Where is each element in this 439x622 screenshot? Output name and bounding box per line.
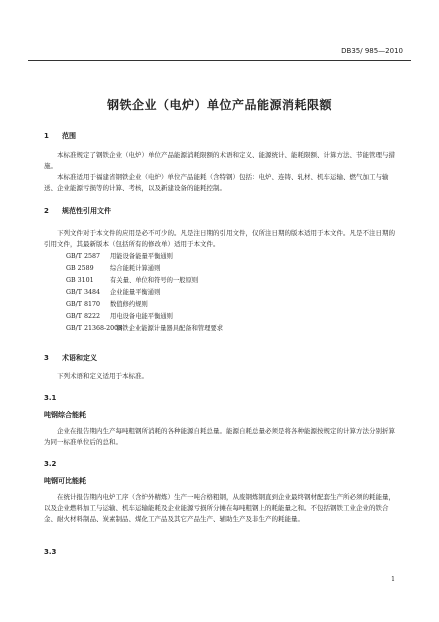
paragraph-text: 下列术语和定义适用于本标准。 [57, 372, 148, 380]
reference-item: GB 2589 综合能耗计算通则 [66, 265, 161, 272]
reference-item: GB 3101 有关量、单位和符号的一般原则 [66, 277, 199, 284]
section-3-intro [44, 371, 398, 382]
clause-3-2-definition [44, 492, 398, 525]
section-title: 规范性引用文件 [62, 207, 111, 215]
clause-3-2-term: 吨钢可比能耗 [44, 477, 86, 485]
section-2-heading [44, 206, 111, 216]
header-rule [28, 60, 411, 61]
standard-code: DB35/ 985—2010 [341, 47, 403, 55]
reference-item: GB/T 8170 数值修约规则 [66, 301, 148, 308]
page-number: 1 [391, 576, 395, 583]
section-2-paragraph [44, 228, 398, 250]
document-title: 钢铁企业（电炉）单位产品能源消耗限额 [106, 98, 332, 112]
paragraph-text: 在统计报告期内电炉工序（含炉外精炼）生产一吨合格粗钢，从废钢炼钢直到企业最终钢材配套生产所必须的耗能量，以及企业燃料加工与运输、机车运输能耗及企业能源亏损所分摊在每吨粗钢上的耗能量之和。不包括钢铁工业企业的铁合金、耐火材料制品、炭素制品、煤化工产品及其它产品生产、辅助生产及非生产的耗能量。 [44, 493, 395, 523]
paragraph-text: 企业在报告期内生产每吨粗钢所消耗的各种能源自耗总量。能源自耗总量必须是将各种能源按规定的计算方法分别折算为同一标准单位后的总和。 [44, 427, 395, 446]
clause-3-2-number: 3.2 [44, 460, 57, 468]
clause-3-3-number: 3.3 [44, 548, 57, 556]
paragraph-text: 本标准适用于福建省钢铁企业（电炉）单位产品能耗（含特钢）包括：电炉、连铸、轧材、机车运输、燃气加工与输送、企业能源亏损等的计算、考核，以及新建设备的能耗控制。 [44, 173, 389, 192]
clause-3-1-number: 3.1 [44, 394, 57, 402]
reference-item: GB/T 21368-2008钢铁企业能源计量器具配备和管理要求 [66, 325, 224, 332]
paragraph-text: 本标准规定了钢铁企业（电炉）单位产品能源消耗限额的术语和定义、能源统计、能耗限额、计算方法、节能管理与措施。 [44, 151, 395, 170]
section-3-heading [44, 353, 97, 363]
clause-3-1-term: 吨钢综合能耗 [44, 411, 86, 419]
section-number: 2 [44, 207, 49, 215]
section-1-heading [44, 131, 76, 141]
reference-item: GB/T 2587 用能设备能量平衡通则 [66, 253, 173, 260]
section-number: 1 [44, 132, 49, 140]
section-title: 术语和定义 [62, 354, 97, 362]
clause-3-1-definition [44, 426, 398, 448]
reference-item: GB/T 8222 用电设备电能平衡通则 [66, 313, 173, 320]
paragraph-text: 下列文件对于本文件的应用是必不可少的。凡是注日期的引用文件，仅所注日期的版本适用于本文件。凡是不注日期的引用文件，其最新版本（包括所有的修改单）适用于本文件。 [44, 229, 395, 248]
section-number: 3 [44, 354, 49, 362]
reference-item: GB/T 3484 企业能量平衡通则 [66, 289, 161, 296]
section-1-paragraph-1 [44, 150, 398, 172]
section-title: 范围 [62, 132, 76, 140]
section-1-paragraph-2 [44, 172, 398, 194]
